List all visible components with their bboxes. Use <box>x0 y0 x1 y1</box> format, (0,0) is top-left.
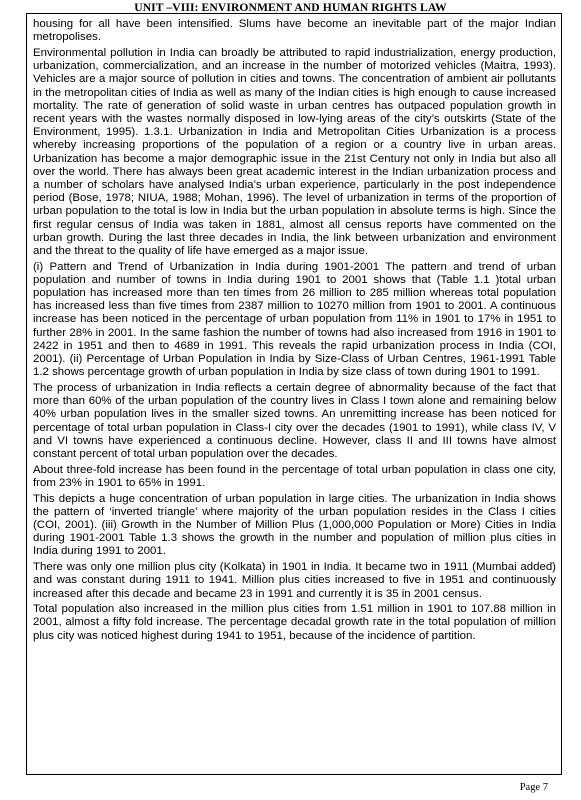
page-header-title: UNIT –VIII: ENVIRONMENT AND HUMAN RIGHTS LAW <box>134 1 447 14</box>
document-body <box>33 18 556 645</box>
body-paragraph: About three-fold increase has been found in the percentage of total urban population in class one city, from 23% in 1901 to 65% in 1991. <box>33 463 556 489</box>
body-paragraph: There was only one million plus city (Kolkata) in 1901 in India. It became two in 1911 (Mumbai added) and was constant during 1911 to 1941. Million plus cities increased to five in 1951 and continuously increased after this decade and became 23 in 1991 and currently it is 35 in 2001 census. <box>33 561 556 600</box>
body-paragraph: (i) Pattern and Trend of Urbanization in India during 1901-2001 The pattern and trend of urban population and number of towns in India during 1901 to 2001 shows that (Table 1.1 )total urban population has increased more than ten times from 26 million to 285 million whereas total population has increased less than five times from 2387 million to 10270 million from 1901 to 2001. A continuous increase has been noticed in the percentage of urban population from 11% in 1901 to 17% in 1951 to further 28% in 2001. In the same fashion the number of towns had also increased from 1916 in 1901 to 2422 in 1951 and then to 4689 in 1991. This reveals the rapid urbanization process in India (COI, 2001). (ii) Percentage of Urban Population in India by Size-Class of Urban Centres, 1961-1991 Table 1.2 shows percentage growth of urban population in India by size class of town during 1901 to 1991. <box>33 260 556 379</box>
body-paragraph: This depicts a huge concentration of urban population in large cities. The urbanization in India shows the pattern of ‘inverted triangle’ where majority of the urban population resides in the Class I cities (COI, 2001). (iii) Growth in the Number of Million Plus (1,000,000 Population or More) Cities in India during 1901-2001 Table 1.3 shows the growth in the number and population of million plus cities in India during 1991 to 2001. <box>33 492 556 558</box>
page-number: Page 7 <box>519 782 548 793</box>
body-paragraph: housing for all have been intensified. Slums have become an inevitable part of the major Indian metropolises. <box>33 18 556 44</box>
body-paragraph: Environmental pollution in India can broadly be attributed to rapid industrialization, energy production, urbanization, commercialization, and an increase in the number of motorized vehicles (Maitra, 1993). Vehicles are a major source of pollution in cities and towns. The concentration of ambient air pollutants in the metropolitan cities of India as well as many of the Indian cities is high enough to cause increased mortality. The rate of generation of solid waste in urban centres has outpaced population growth in recent years with the wastes normally disposed in low-lying areas of the city’s outskirts (State of the Environment, 1995). 1.3.1. Urbanization in India and Metropolitan Cities Urbanization is a process whereby increasing proportions of the population of a region or a country live in urban areas. Urbanization has become a major demographic issue in the 21st Century not only in India but also all over the world. There has always been great academic interest in the Indian urbanization process and a number of scholars have analysed India’s urban experience, particularly in the post independence period (Bose, 1978; NIUA, 1988; Mohan, 1996). The level of urbanization in terms of the proportion of urban population to the total is low in India but the urban population in absolute terms is high. Since the first regular census of India was taken in 1881, almost all census reports have commented on the urban growth. During the last three decades in India, the link between urbanization and environment and the threat to the quality of life have emerged as a major issue. <box>33 46 556 257</box>
body-paragraph: The process of urbanization in India reflects a certain degree of abnormality because of the fact that more than 60% of the urban population of the country lives in Class I town alone and remaining below 40% urban population lives in the smaller sized towns. An unremitting increase has been noticed for percentage of total urban population in Class-I city over the decades (1901 to 1991), while class IV, V and VI towns have experienced a continuous decline. However, class II and III towns have almost constant percent of total urban population over the decades. <box>33 381 556 460</box>
body-paragraph: Total population also increased in the million plus cities from 1.51 million in 1901 to 107.88 million in 2001, almost a fifty fold increase. The percentage decadal growth rate in the total population of million plus city was noticed highest during 1941 to 1951, because of the incidence of partition. <box>33 603 556 642</box>
